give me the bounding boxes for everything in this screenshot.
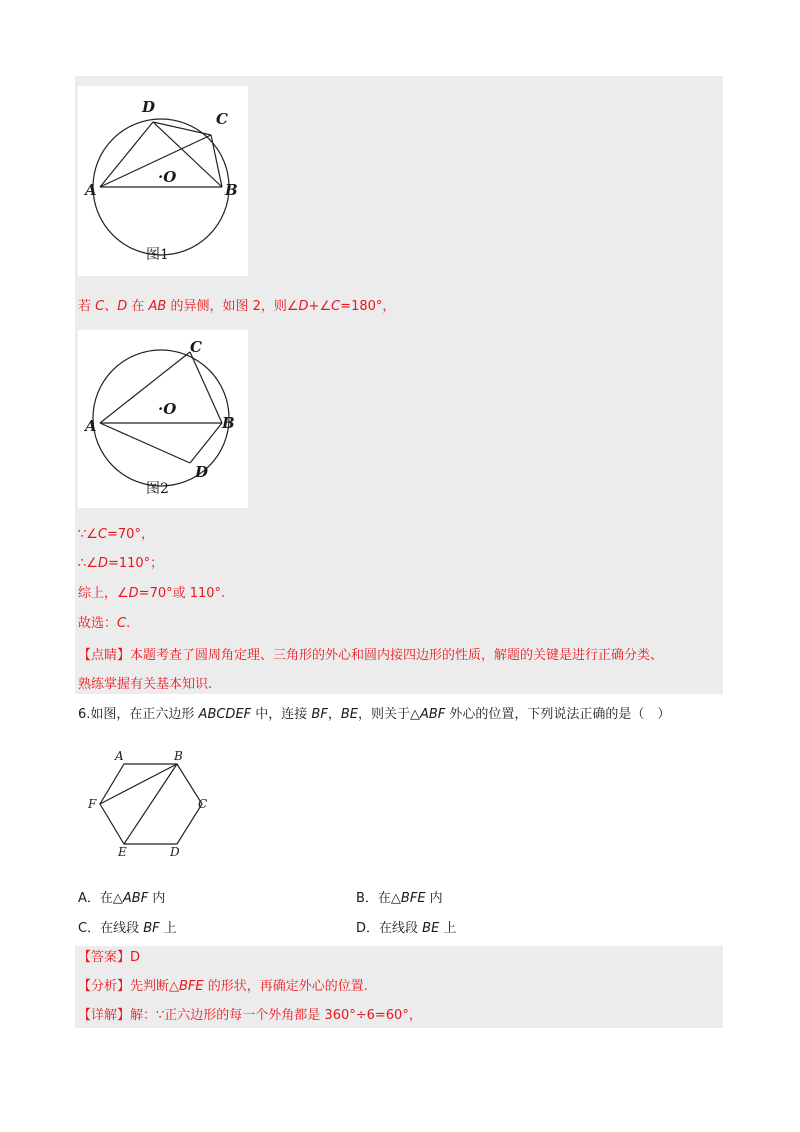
label-b: B [174,749,183,763]
label-e: E [118,845,127,859]
label-o: ·O [158,168,177,186]
summary-statement: 综上，∠D=70°或 110°. [78,586,226,601]
analysis-tag: 【分析】 [78,979,131,994]
segment-ad [100,122,153,187]
label-a: A [85,417,97,435]
label-c: C [198,797,208,811]
answer-value: D [130,950,141,965]
label-f: F [88,797,97,811]
segment-ad [100,423,190,463]
label-c: C [216,110,228,128]
answer-line [78,949,140,967]
hexagon-diagram [86,748,216,863]
label-b: B [225,181,238,199]
label-d: D [142,98,156,116]
option-a[interactable]: A．在△ABF 内 [78,891,166,906]
label-c: C [190,338,202,356]
hexagon-figure [86,748,216,863]
choice-statement: 故选：C. [78,616,131,631]
detail-tag: 【详解】 [78,1008,131,1023]
label-d: D [170,845,180,859]
label-a: A [115,749,124,763]
label-d: D [195,463,209,481]
detail-line: 【详解】解：∵正六边形的每一个外角都是 360°÷6=60°， [78,1008,422,1023]
comment-line-2: 熟练掌握有关基本知识. [78,677,213,692]
segment-dc [153,122,211,135]
question-6-stem: 6.如图，在正六边形 ABCDEF 中，连接 BF，BE，则关于△ABF 外心的位置，下列说法正确的是（ ） [78,707,671,722]
since-statement: ∵∠C=70°， [78,527,154,542]
analysis-line: 【分析】先判断△BFE 的形状，再确定外心的位置. [78,979,368,994]
therefore-statement: ∴∠D=110°； [78,556,164,571]
figure-2-diagram [78,330,248,508]
comment-line-1: 【点睛】本题考查了圆周角定理、三角形的外心和圆内接四边形的性质，解题的关键是进行正确分类、 [78,648,664,663]
figure-2-caption: 图2 [146,481,169,497]
answer-tag: 【答案】 [78,950,131,965]
figure-1 [78,86,248,276]
segment-be [124,764,177,844]
label-a: A [85,181,97,199]
option-d[interactable]: D．在线段 BE 上 [356,921,457,936]
option-c[interactable]: C．在线段 BF 上 [78,921,177,936]
label-b: B [222,414,235,432]
figure-1-diagram [78,86,248,276]
circle-o [93,350,229,486]
label-o: ·O [158,400,177,418]
case-2-statement: 若 C、D 在 AB 的异侧，如图 2，则∠D+∠C=180°， [78,299,396,314]
figure-2 [78,330,248,508]
segment-ac [100,352,190,423]
segment-cb [211,135,222,187]
figure-1-caption: 图1 [146,247,169,263]
comment-tag: 【点睛】 [78,648,131,663]
option-b[interactable]: B．在△BFE 内 [356,891,443,906]
segment-cb [190,352,222,423]
